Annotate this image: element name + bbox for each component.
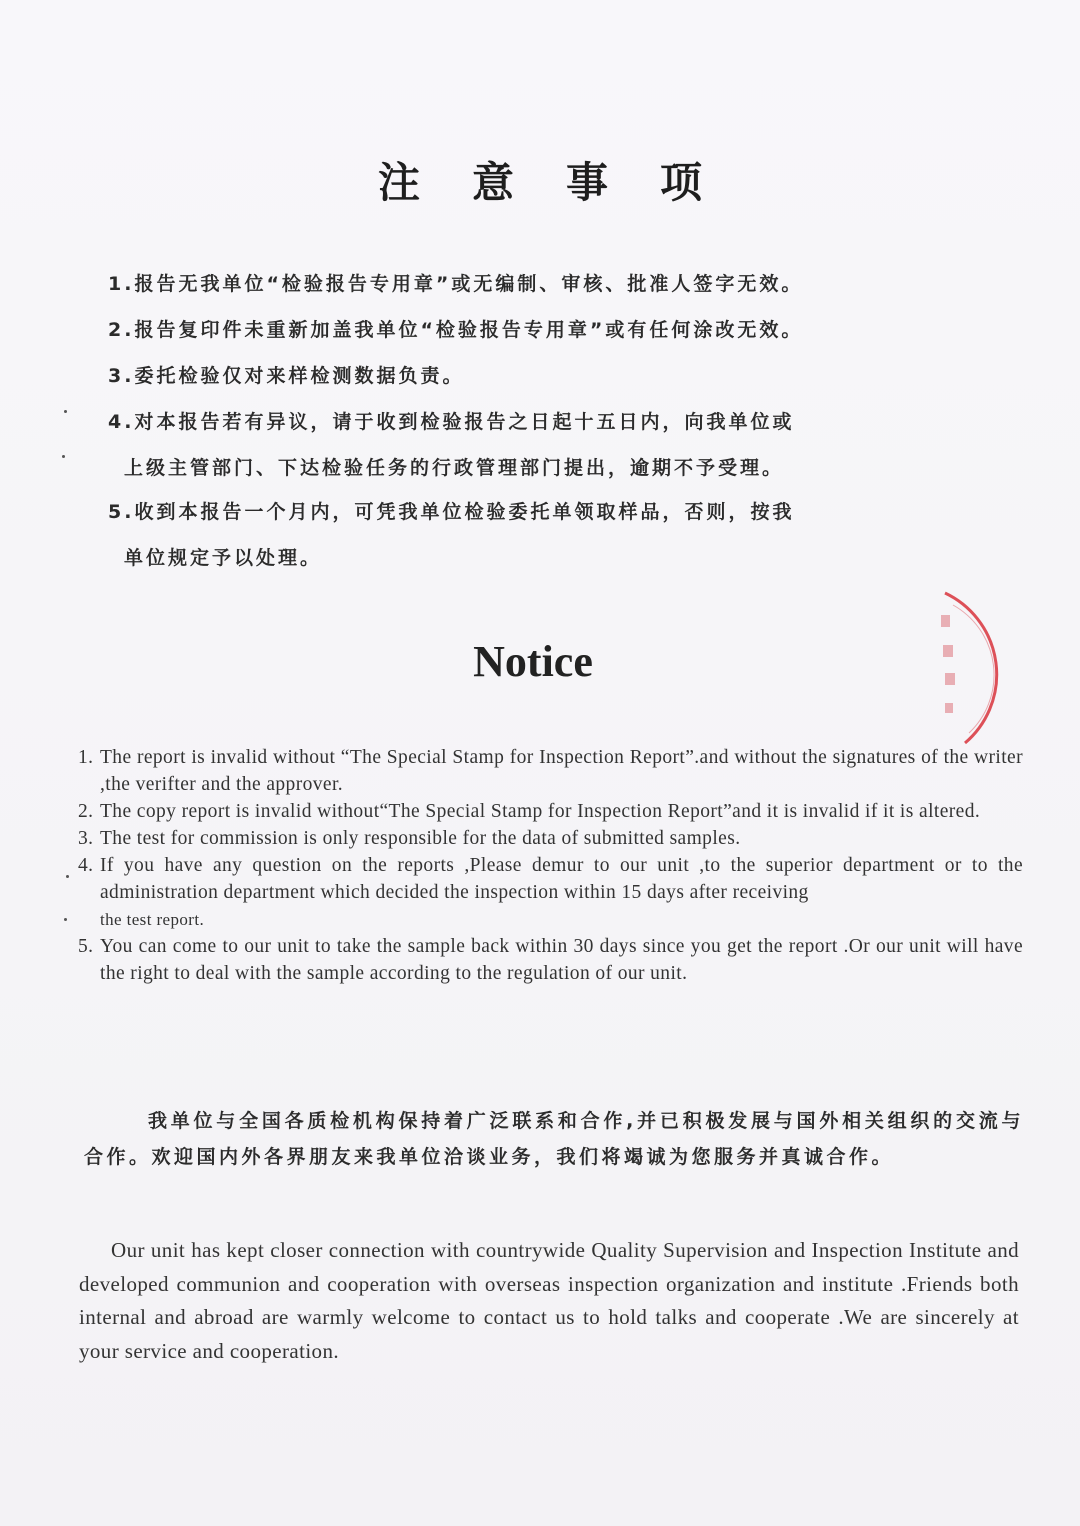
item-text: The test for commission is only responsible for the data of submitted samples.: [100, 828, 741, 849]
cn-notice-item-cont: 单位规定予以处理。: [124, 547, 323, 569]
item-text: You can come to our unit to take the sample back within 30 days since you get the report .Or our unit will have the right to deal with the sample according to the regulation of our unit.: [100, 936, 1023, 984]
item-number: 5.: [78, 936, 94, 957]
cn-notice-item: 3.委托检验仅对来样检测数据负责。: [108, 365, 465, 387]
scan-speck: [66, 875, 69, 878]
page-title-cn: 注意事项: [377, 158, 754, 207]
cn-notice-list: [108, 266, 1028, 584]
en-notice-item: [78, 852, 1023, 906]
cn-notice-item: 2.报告复印件未重新加盖我单位“检验报告专用章”或有任何涂改无效。: [108, 319, 804, 341]
cn-cooperation-paragraph: 我单位与全国各质检机构保持着广泛联系和合作,并已积极发展与国外相关组织的交流与合作。欢迎国内外各界朋友来我单位洽谈业务，我们将竭诚为您服务并真诚合作。: [84, 1110, 1024, 1168]
en-notice-list: [78, 744, 1023, 987]
scan-speck: [64, 410, 67, 413]
cn-notice-item: 1.报告无我单位“检验报告专用章”或无编制、审核、批准人签字无效。: [108, 273, 804, 295]
en-notice-item: [78, 933, 1023, 987]
item-number: 4.: [78, 855, 94, 876]
item-number: 3.: [78, 828, 94, 849]
en-notice-item-tail: [78, 906, 1023, 933]
notice-heading: Notice: [473, 637, 593, 686]
item-number: 1.: [78, 747, 94, 768]
item-text: The report is invalid without “The Special Stamp for Inspection Report”.and without the signatures of the writer ,the verifter and the approver.: [100, 747, 1023, 795]
scan-speck: [62, 455, 65, 458]
item-text: The copy report is invalid without“The Special Stamp for Inspection Report”and it is invalid if it is altered.: [100, 801, 981, 822]
item-number: 2.: [78, 801, 94, 822]
cn-notice-item: 5.收到本报告一个月内，可凭我单位检验委托单领取样品，否则，按我: [108, 501, 795, 523]
scan-speck: [64, 918, 67, 921]
item-text-tail: the test report.: [100, 910, 205, 929]
cn-notice-item-cont: 上级主管部门、下达检验任务的行政管理部门提出，逾期不予受理。: [124, 457, 785, 479]
en-notice-item: [78, 744, 1023, 798]
en-notice-item: [78, 825, 1023, 852]
en-cooperation-paragraph: Our unit has kept closer connection with countrywide Quality Supervision and Inspection Institute and developed communion and cooperation with overseas inspection organization and institute .Friends both internal and abroad are warmly welcome to contact us to hold talks and cooperate .We are sincerely at your service and cooperation.: [79, 1238, 1019, 1363]
en-notice-item: [78, 798, 1023, 825]
item-text: If you have any question on the reports ,Please demur to our unit ,to the superior department or to the administration department which decided the inspection within 15 days after receiving: [100, 855, 1023, 903]
cn-notice-item: 4.对本报告若有异议，请于收到检验报告之日起十五日内，向我单位或: [108, 411, 795, 433]
